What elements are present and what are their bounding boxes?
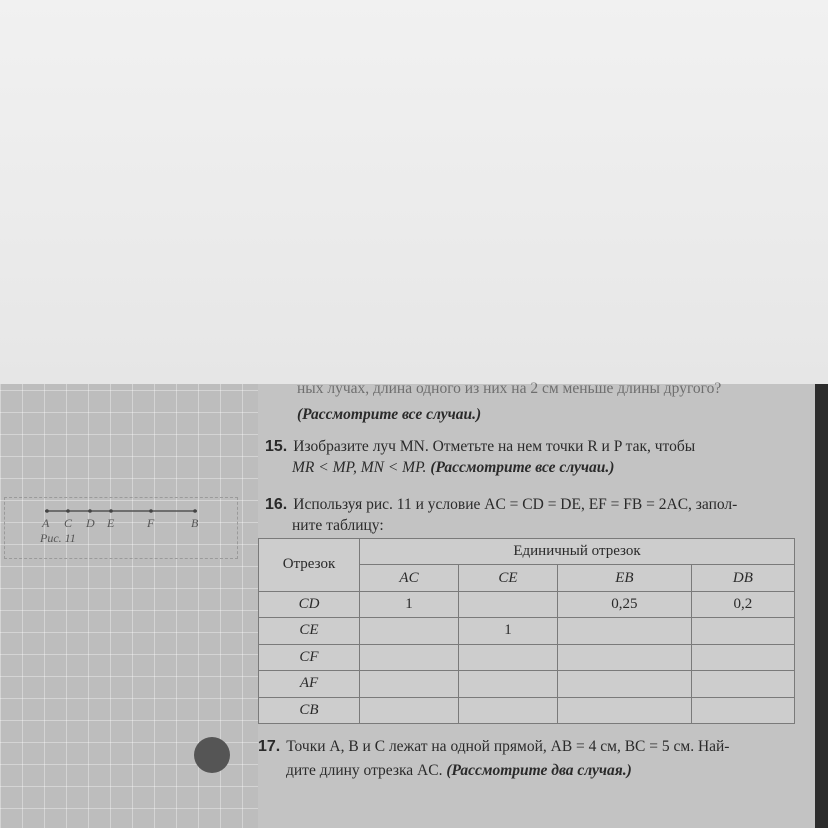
row-label: AF bbox=[259, 671, 360, 697]
table-row bbox=[259, 618, 795, 644]
table-cell[interactable] bbox=[459, 591, 558, 617]
label-f: F bbox=[147, 516, 155, 530]
problem-16-number: 16. bbox=[265, 496, 288, 513]
table-cell[interactable] bbox=[558, 644, 692, 670]
row-label: CD bbox=[259, 591, 360, 617]
point-f bbox=[149, 509, 153, 513]
point-b bbox=[193, 509, 197, 513]
problem-17-number: 17. bbox=[258, 738, 281, 755]
row-label: CB bbox=[259, 697, 360, 723]
table-cell[interactable] bbox=[459, 644, 558, 670]
problem-15-condition: MR < MP, MN < MP. bbox=[292, 459, 427, 476]
table-cell[interactable] bbox=[691, 644, 794, 670]
label-e: E bbox=[107, 516, 115, 530]
table-row bbox=[259, 671, 795, 697]
table-cell[interactable] bbox=[360, 697, 459, 723]
table-cell[interactable] bbox=[691, 671, 794, 697]
table-row bbox=[259, 697, 795, 723]
problem-17-line1 bbox=[258, 738, 729, 756]
point-c bbox=[66, 509, 70, 513]
problem-16-line1 bbox=[265, 496, 737, 514]
problem-15-line2 bbox=[292, 459, 614, 477]
problem-15-text: Изобразите луч MN. Отметьте на нем точки R и P так, чтобы bbox=[293, 438, 696, 455]
table-cell[interactable] bbox=[360, 618, 459, 644]
table-row bbox=[259, 644, 795, 670]
table-cell[interactable]: 0,25 bbox=[558, 591, 692, 617]
margin-marker-icon bbox=[194, 737, 230, 773]
problem-17-question: дите длину отрезка AC. bbox=[286, 762, 443, 779]
table-cell[interactable] bbox=[691, 697, 794, 723]
problem-16-line2: ните таблицу: bbox=[292, 517, 384, 534]
prev-problem-line2: (Рассмотрите все случаи.) bbox=[297, 406, 482, 423]
row-label: CF bbox=[259, 644, 360, 670]
label-a: A bbox=[42, 516, 50, 530]
table-cell[interactable]: 1 bbox=[360, 591, 459, 617]
point-d bbox=[88, 509, 92, 513]
header-unit-segment: Единичный отрезок bbox=[360, 539, 795, 565]
point-a bbox=[45, 509, 49, 513]
problem-17-line2 bbox=[286, 762, 632, 780]
row-label: CE bbox=[259, 618, 360, 644]
col-header-db: DB bbox=[691, 565, 794, 591]
header-segment: Отрезок bbox=[259, 539, 360, 592]
page-edge bbox=[815, 384, 828, 828]
label-c: C bbox=[64, 516, 73, 530]
point-e bbox=[109, 509, 113, 513]
table-cell[interactable]: 1 bbox=[459, 618, 558, 644]
problem-17-hint: (Рассмотрите два случая.) bbox=[446, 762, 632, 779]
problem-17-text: Точки A, B и C лежат на одной прямой, AB = 4 см, BC = 5 см. Най- bbox=[286, 738, 730, 755]
table-cell[interactable]: 0,2 bbox=[691, 591, 794, 617]
label-d: D bbox=[86, 516, 95, 530]
table-cell[interactable] bbox=[691, 618, 794, 644]
problem-15-line1 bbox=[265, 438, 695, 456]
table-cell[interactable] bbox=[459, 697, 558, 723]
table-cell[interactable] bbox=[558, 618, 692, 644]
answer-table bbox=[258, 538, 795, 724]
problem-16-text: Используя рис. 11 и условие AC = CD = DE, EF = FB = 2AC, запол- bbox=[293, 496, 738, 513]
prev-problem-line1: ных лучах, длина одного из них на 2 см меньше длины другого? bbox=[297, 380, 722, 397]
problem-15-number: 15. bbox=[265, 438, 288, 455]
table-cell[interactable] bbox=[360, 644, 459, 670]
table-cell[interactable] bbox=[558, 671, 692, 697]
col-header-ce: CE bbox=[459, 565, 558, 591]
table-cell[interactable] bbox=[459, 671, 558, 697]
table-cell[interactable] bbox=[558, 697, 692, 723]
table-cell[interactable] bbox=[360, 671, 459, 697]
table-row bbox=[259, 591, 795, 617]
figure-caption: Рис. 11 bbox=[40, 531, 76, 545]
col-header-eb: EB bbox=[558, 565, 692, 591]
label-b: B bbox=[191, 516, 199, 530]
problem-15-hint: (Рассмотрите все случаи.) bbox=[430, 459, 615, 476]
figure-11 bbox=[0, 0, 240, 560]
col-header-ac: AC bbox=[360, 565, 459, 591]
